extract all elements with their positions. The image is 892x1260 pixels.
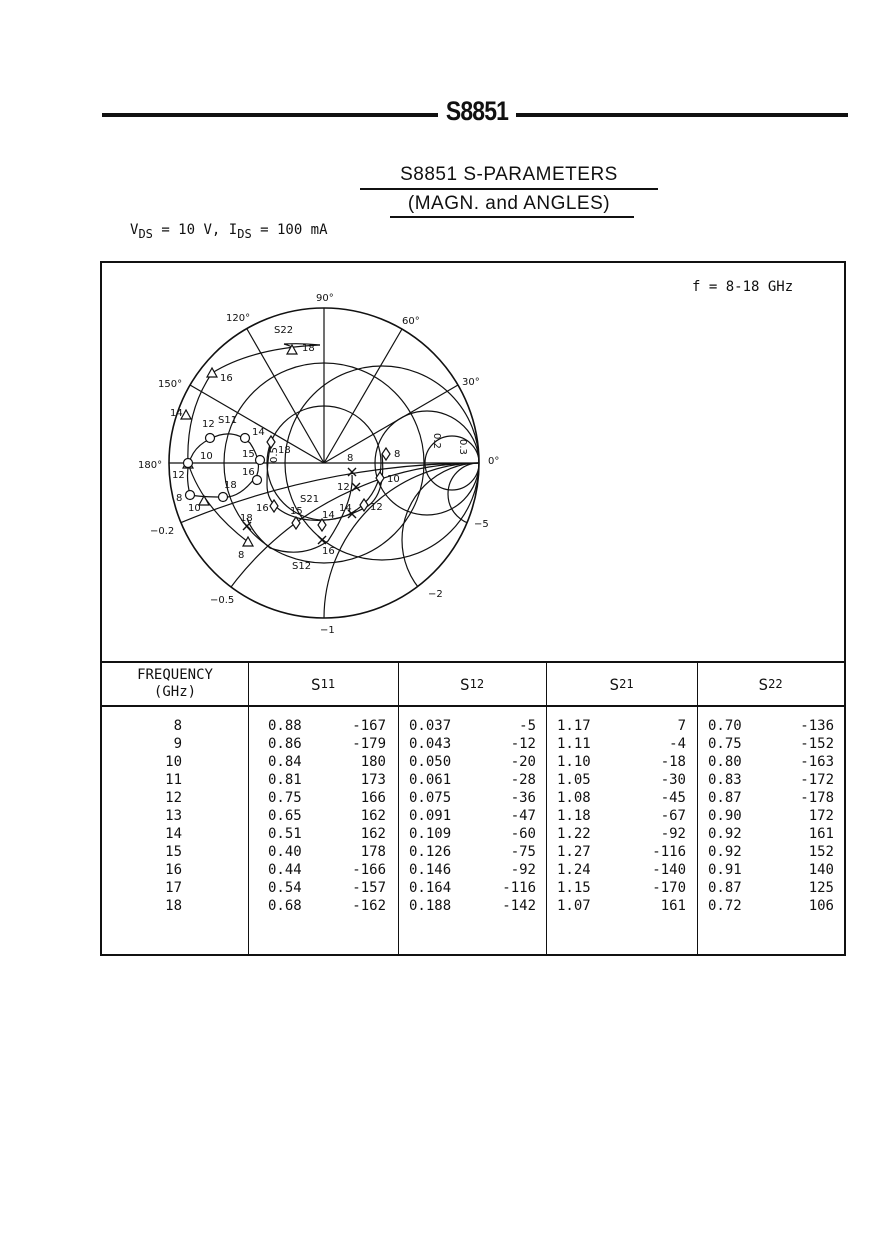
- cell-s11-ang: -179: [352, 736, 386, 752]
- cell-s22-mag: 0.72: [708, 898, 742, 914]
- cell-s12-mag: 0.091: [409, 808, 452, 824]
- cell-s12-mag: 0.050: [409, 754, 452, 770]
- table-row: [102, 717, 844, 735]
- s21-point-label-10: 10: [387, 474, 400, 485]
- angle-label-30: 30°: [462, 377, 480, 388]
- cell-s11-mag: 0.81: [268, 772, 302, 788]
- cell-frequency: 8: [173, 718, 182, 734]
- cell-s21-ang: -67: [660, 808, 686, 824]
- cell-frequency: 9: [173, 736, 182, 752]
- table-row: [102, 735, 844, 753]
- cell-s11-mag: 0.86: [268, 736, 302, 752]
- s22-point-label-18: 18: [302, 343, 315, 354]
- cell-s11-ang: 180: [360, 754, 386, 770]
- cell-s12-mag: 0.164: [409, 880, 452, 896]
- s11-point-label-15: 15: [242, 449, 255, 460]
- reactance-label-m1: −1: [320, 625, 335, 636]
- cell-s11-ang: 162: [360, 826, 386, 842]
- s11-marker-14: [241, 434, 250, 443]
- cell-s11-mag: 0.65: [268, 808, 302, 824]
- cell-s12-ang: -92: [510, 862, 536, 878]
- reactance-label-m02: −0.2: [150, 526, 175, 537]
- cell-s11-mag: 0.54: [268, 880, 302, 896]
- reactance-label-m5: −5: [474, 519, 489, 530]
- cell-frequency: 14: [165, 826, 182, 842]
- cell-frequency: 11: [165, 772, 182, 788]
- cell-s11-mag: 0.88: [268, 718, 302, 734]
- cell-s22-mag: 0.91: [708, 862, 742, 878]
- header-rule-right: [516, 113, 848, 117]
- cell-s12-ang: -36: [510, 790, 536, 806]
- cell-s21-mag: 1.24: [557, 862, 591, 878]
- table-row: [102, 843, 844, 861]
- cell-s11-ang: -162: [352, 898, 386, 914]
- s22-point-label-16: 16: [220, 373, 233, 384]
- s12-point-label-18: 18: [240, 513, 253, 524]
- angle-label-60: 60°: [402, 316, 420, 327]
- cell-s11-mag: 0.84: [268, 754, 302, 770]
- cell-s21-ang: -92: [660, 826, 686, 842]
- cell-frequency: 10: [165, 754, 182, 770]
- cell-s22-ang: 125: [808, 880, 834, 896]
- reactance-label-m05: −0.5: [210, 595, 235, 606]
- cell-s22-mag: 0.83: [708, 772, 742, 788]
- reactance-arc-m1: [324, 463, 634, 661]
- cell-frequency: 17: [165, 880, 182, 896]
- cell-s21-ang: -4: [669, 736, 686, 752]
- cell-s22-mag: 0.80: [708, 754, 742, 770]
- cell-s12-mag: 0.075: [409, 790, 452, 806]
- table-row: [102, 753, 844, 771]
- s21-point-label-12: 12: [370, 502, 383, 513]
- cell-s21-ang: -45: [660, 790, 686, 806]
- cell-s11-ang: -166: [352, 862, 386, 878]
- s22-point-label-8: 8: [238, 550, 245, 561]
- circle-label-05: 0.5: [269, 447, 280, 463]
- title-underline: [360, 188, 658, 190]
- table-row: [102, 897, 844, 915]
- cell-s12-mag: 0.126: [409, 844, 452, 860]
- cell-s21-ang: -140: [652, 862, 686, 878]
- s22-point-label-10: 10: [188, 503, 201, 514]
- series-label-s21: S21: [300, 494, 320, 505]
- cell-s12-mag: 0.037: [409, 718, 452, 734]
- s11-marker-12: [206, 434, 215, 443]
- header-s22: S 22: [758, 674, 783, 694]
- s11-point-label-8: 8: [176, 493, 183, 504]
- cell-s11-ang: -167: [352, 718, 386, 734]
- cell-s21-mag: 1.08: [557, 790, 591, 806]
- header-s12: S 12: [459, 674, 485, 694]
- cell-s21-mag: 1.22: [557, 826, 591, 842]
- cell-s12-ang: -116: [502, 880, 536, 896]
- header-s21: S 21: [609, 674, 634, 694]
- cell-s22-mag: 0.92: [708, 826, 742, 842]
- s21-point-label-16: 16: [256, 503, 269, 514]
- frequency-range-note: f = 8-18 GHz: [692, 279, 794, 295]
- series-label-s22: S22: [274, 325, 294, 336]
- cell-s12-ang: -142: [502, 898, 536, 914]
- s22-point-label-14: 14: [170, 408, 183, 419]
- cell-s22-mag: 0.75: [708, 736, 742, 752]
- cell-s21-mag: 1.07: [557, 898, 591, 914]
- cell-s22-ang: -163: [800, 754, 834, 770]
- cell-s11-mag: 0.51: [268, 826, 302, 842]
- cell-s12-ang: -60: [510, 826, 536, 842]
- cell-frequency: 18: [165, 898, 182, 914]
- cell-s11-mag: 0.75: [268, 790, 302, 806]
- cell-s21-ang: -30: [660, 772, 686, 788]
- cell-s12-mag: 0.109: [409, 826, 452, 842]
- series-label-s12: S12: [292, 561, 312, 572]
- table-row: [102, 771, 844, 789]
- page-subtitle: (MAGN. and ANGLES): [407, 193, 611, 214]
- angle-label-180: 180°: [138, 460, 163, 471]
- cell-s22-ang: -172: [800, 772, 834, 788]
- cell-s21-mag: 1.27: [557, 844, 591, 860]
- cell-s12-mag: 0.061: [409, 772, 452, 788]
- angle-label-150: 150°: [158, 379, 183, 390]
- s11-point-label-14: 14: [252, 427, 265, 438]
- cell-s21-mag: 1.11: [557, 736, 591, 752]
- cell-frequency: 12: [165, 790, 182, 806]
- bias-conditions: $V_{DS} = 10$ V, $I_{DS} = 100$ mA: [130, 222, 328, 241]
- figure-frame: [100, 261, 846, 956]
- cell-s11-mag: 0.40: [268, 844, 302, 860]
- cell-frequency: 16: [165, 862, 182, 878]
- header-rule-left: [102, 113, 438, 117]
- angle-label-90: 90°: [316, 293, 334, 304]
- cell-s22-mag: 0.92: [708, 844, 742, 860]
- header-s11: S 11: [310, 674, 336, 694]
- cell-s12-ang: -75: [510, 844, 536, 860]
- cell-s12-ang: -12: [510, 736, 536, 752]
- s12-marker-16: [318, 536, 326, 544]
- s12-point-label-8: 8: [347, 453, 354, 464]
- s12-point-label-14: 14: [339, 503, 352, 514]
- radial-60: [324, 329, 402, 463]
- radial-30: [324, 385, 458, 463]
- table-row: [102, 825, 844, 843]
- cell-s22-ang: -178: [800, 790, 834, 806]
- cell-s11-mag: 0.68: [268, 898, 302, 914]
- cell-s11-ang: 166: [360, 790, 386, 806]
- smith-chart-area: [102, 263, 844, 661]
- s21-point-label-15: 15: [290, 506, 303, 517]
- cell-s22-ang: 172: [808, 808, 834, 824]
- table-row: [102, 807, 844, 825]
- s22-point-label-12: 12: [172, 470, 185, 481]
- cell-s21-mag: 1.18: [557, 808, 591, 824]
- page-title: S8851 S-PARAMETERS: [400, 164, 618, 185]
- cell-s11-ang: 178: [360, 844, 386, 860]
- subtitle-underline: [390, 216, 634, 218]
- s11-point-label-10: 10: [200, 451, 213, 462]
- s22-marker-8: [243, 537, 253, 546]
- table-row: [102, 789, 844, 807]
- table-row: [102, 879, 844, 897]
- cell-s21-ang: -170: [652, 880, 686, 896]
- cell-s21-mag: 1.10: [557, 754, 591, 770]
- cell-s12-ang: -5: [519, 718, 536, 734]
- s21-point-label-8: 8: [394, 449, 401, 460]
- table-header-rule: [102, 705, 844, 707]
- cell-frequency: 13: [165, 808, 182, 824]
- cell-s21-mag: 1.15: [557, 880, 591, 896]
- cell-s21-ang: -18: [660, 754, 686, 770]
- s11-marker-8: [186, 491, 195, 500]
- cell-s12-ang: -20: [510, 754, 536, 770]
- s11-marker-10: [184, 459, 193, 468]
- s21-point-label-18: 18: [278, 445, 291, 456]
- s11-point-label-12: 12: [202, 419, 215, 430]
- series-label-s11: S11: [218, 415, 238, 426]
- cell-s21-mag: 1.05: [557, 772, 591, 788]
- cell-s21-ang: 161: [660, 898, 686, 914]
- smith-chart: [102, 263, 844, 661]
- reactance-arc-m05: [169, 463, 789, 661]
- s21-marker-8: [382, 448, 390, 460]
- cell-s21-ang: -116: [652, 844, 686, 860]
- reactance-arc-m2: [402, 463, 556, 617]
- s21-marker-18: [267, 436, 275, 448]
- s11-point-label-16: 16: [242, 467, 255, 478]
- cell-s11-ang: 162: [360, 808, 386, 824]
- reactance-arc-m02: [102, 463, 844, 661]
- cell-s22-ang: 140: [808, 862, 834, 878]
- cell-s22-mag: 0.87: [708, 880, 742, 896]
- cell-s22-mag: 0.70: [708, 718, 742, 734]
- header-frequency: FREQUENCY (GHz): [137, 667, 213, 700]
- s12-marker-8: [348, 468, 356, 476]
- s11-point-label-18: 18: [224, 480, 237, 491]
- s-parameter-table: [102, 661, 844, 956]
- s21-point-label-14: 14: [322, 510, 335, 521]
- circle-label-03: 0.3: [457, 439, 468, 455]
- cell-s21-mag: 1.17: [557, 718, 591, 734]
- cell-s11-ang: -157: [352, 880, 386, 896]
- cell-s12-mag: 0.146: [409, 862, 452, 878]
- cell-frequency: 15: [165, 844, 182, 860]
- angle-label-120: 120°: [226, 313, 251, 324]
- table-row: [102, 861, 844, 879]
- cell-s22-ang: 161: [808, 826, 834, 842]
- cell-s22-ang: -152: [800, 736, 834, 752]
- cell-s11-ang: 173: [360, 772, 386, 788]
- s12-point-label-12: 12: [337, 482, 350, 493]
- angle-label-0: 0°: [488, 456, 500, 467]
- cell-s12-mag: 0.188: [409, 898, 452, 914]
- cell-s22-mag: 0.87: [708, 790, 742, 806]
- s11-marker-15: [256, 456, 265, 465]
- cell-s22-ang: -136: [800, 718, 834, 734]
- cell-s12-ang: -47: [510, 808, 536, 824]
- cell-s22-ang: 152: [808, 844, 834, 860]
- cell-s12-ang: -28: [510, 772, 536, 788]
- part-number: S8851: [445, 96, 509, 126]
- cell-s22-mag: 0.90: [708, 808, 742, 824]
- cell-s12-mag: 0.043: [409, 736, 452, 752]
- s11-marker-18: [219, 493, 228, 502]
- reactance-label-m2: −2: [428, 589, 443, 600]
- cell-s22-ang: 106: [808, 898, 834, 914]
- circle-label-02: 0.2: [431, 433, 442, 449]
- s22-marker-16: [207, 368, 217, 377]
- cell-s11-mag: 0.44: [268, 862, 302, 878]
- s12-point-label-16: 16: [322, 546, 335, 557]
- cell-s21-ang: 7: [677, 718, 686, 734]
